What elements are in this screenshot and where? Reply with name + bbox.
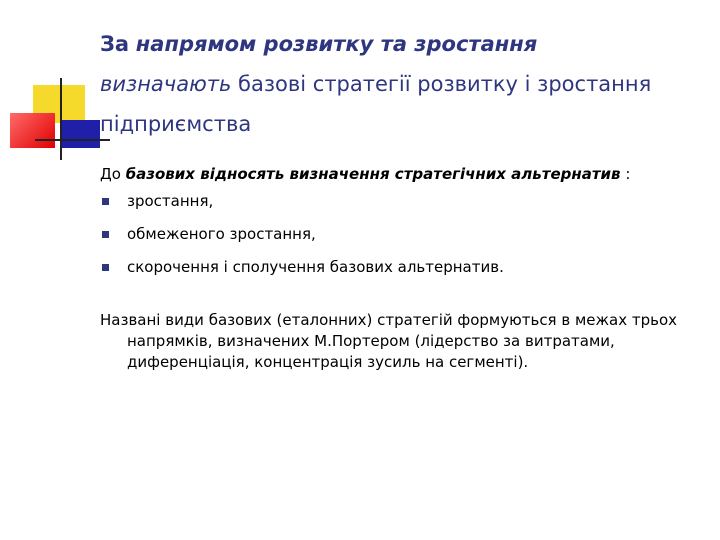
bullet-text: зростання, — [127, 192, 214, 210]
bullet-marker-icon — [102, 264, 109, 271]
intro-tail: : — [620, 165, 631, 183]
intro-lead: До — [100, 165, 121, 183]
bullet-marker-icon — [102, 231, 109, 238]
intro-emphasis: базових відносять визначення стратегічних альтернатив — [125, 165, 621, 183]
title-part-2: напрямом розвитку та зростання — [135, 32, 538, 56]
title-part-1: За — [100, 32, 130, 56]
bullet-marker-icon — [102, 198, 109, 205]
title-part-4: базові стратегії розвитку і зростання підприємства — [100, 72, 652, 136]
slide-title — [100, 24, 700, 144]
horizontal-line — [35, 139, 110, 141]
bullet-item — [100, 224, 690, 245]
blue-square — [62, 120, 100, 148]
bullet-text: обмеженого зростання, — [127, 225, 316, 243]
vertical-line — [60, 78, 62, 160]
red-square — [10, 113, 55, 148]
intro-paragraph — [100, 164, 690, 185]
bullet-item — [100, 257, 690, 278]
bullet-text: скорочення і сполучення базових альтернатив. — [127, 258, 504, 276]
decorative-squares — [0, 0, 110, 170]
bullet-item — [100, 191, 690, 212]
slide-content — [100, 164, 690, 379]
title-part-3: визначають — [100, 72, 232, 96]
porter-paragraph: Названі види базових (еталонних) стратегій формуються в межах трьох напрямків, визначених М.Портером (лідерство за витратами, диференціація, концентрація зусиль на сегменті). — [100, 311, 678, 371]
